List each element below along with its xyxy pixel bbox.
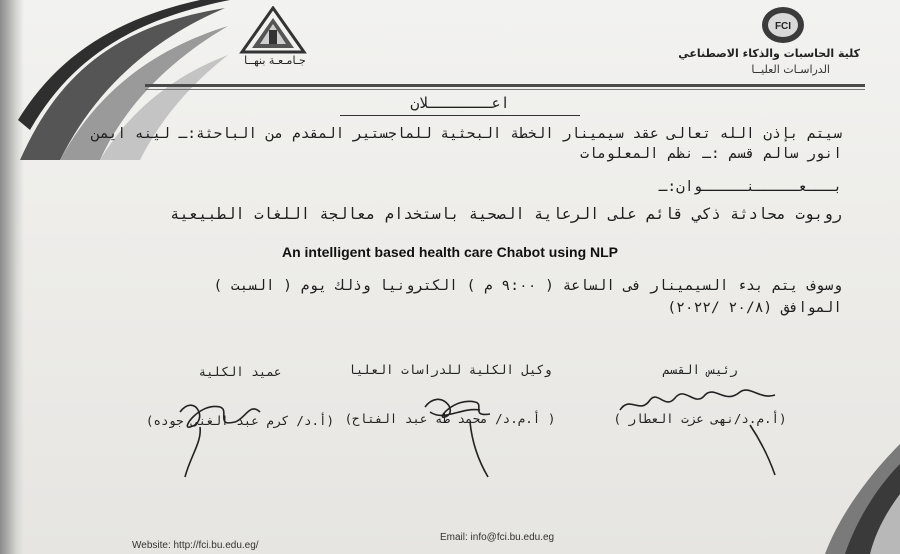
- announcement-title: اعـــــــلان: [410, 94, 510, 112]
- body-line-3: بـــعـــــنـــــوان:ـ: [658, 179, 842, 195]
- fci-logo-icon: [760, 5, 806, 45]
- footer-website: Website: http://fci.bu.edu.eg/: [132, 540, 259, 551]
- thesis-title-arabic: روبوت محادثة ذكي قائم على الرعاية الصحية باستخدام معالجة اللغات الطبيعية: [170, 205, 842, 223]
- department-name: الدراسـات العليــا: [751, 63, 830, 76]
- department-head-role: رئيس القسم: [662, 362, 738, 377]
- title-underline: [340, 115, 580, 116]
- vice-dean-handwritten-signature: [400, 382, 520, 482]
- faculty-name: كلية الحاسبات والذكاء الاصطناعي: [678, 47, 860, 60]
- corner-swoosh-decoration-bottom: [820, 444, 900, 554]
- header-divider: [145, 84, 865, 87]
- body-line-6: الموافق (٢٠/٨ /٢٠٢٢): [667, 300, 842, 316]
- fci-logo-text: FCI: [774, 21, 792, 32]
- body-line-5: وسوف يتم بدء السيمينار فى الساعة ( ٩:٠٠ م ) الكترونيا وذلك يوم ( السبت ): [213, 278, 842, 294]
- vice-dean-name: ( أ.م.د/ محمد طه عبد الفتاح): [344, 411, 556, 426]
- footer-email: Email: info@fci.bu.edu.eg: [440, 532, 555, 543]
- dean-name: (أ.د/ كرم عبد الغنى جوده): [145, 413, 335, 428]
- body-line-2: انور سالم قسم :ـ نظم المعلومات: [580, 146, 842, 162]
- department-head-name: (أ.م.د/نهى عزت العطار ): [613, 411, 787, 426]
- dean-handwritten-signature: [160, 382, 280, 482]
- dean-role: عميد الكلية: [198, 364, 282, 379]
- header-divider-thin: [145, 89, 865, 90]
- body-line-1: سيتم بإذن الله تعالى عقد سيمينار الخطة البحثية للماجستير المقدم من الباحثة:ـ لينه ايمن: [91, 126, 842, 142]
- thesis-title-english: An intelligent based health care Chabot using NLP: [281, 244, 619, 260]
- department-head-handwritten-signature: [610, 380, 800, 480]
- university-name: جـامـعـة بنهــا: [244, 54, 306, 67]
- vice-dean-role: وكيل الكلية للدراسات العليا: [348, 362, 552, 377]
